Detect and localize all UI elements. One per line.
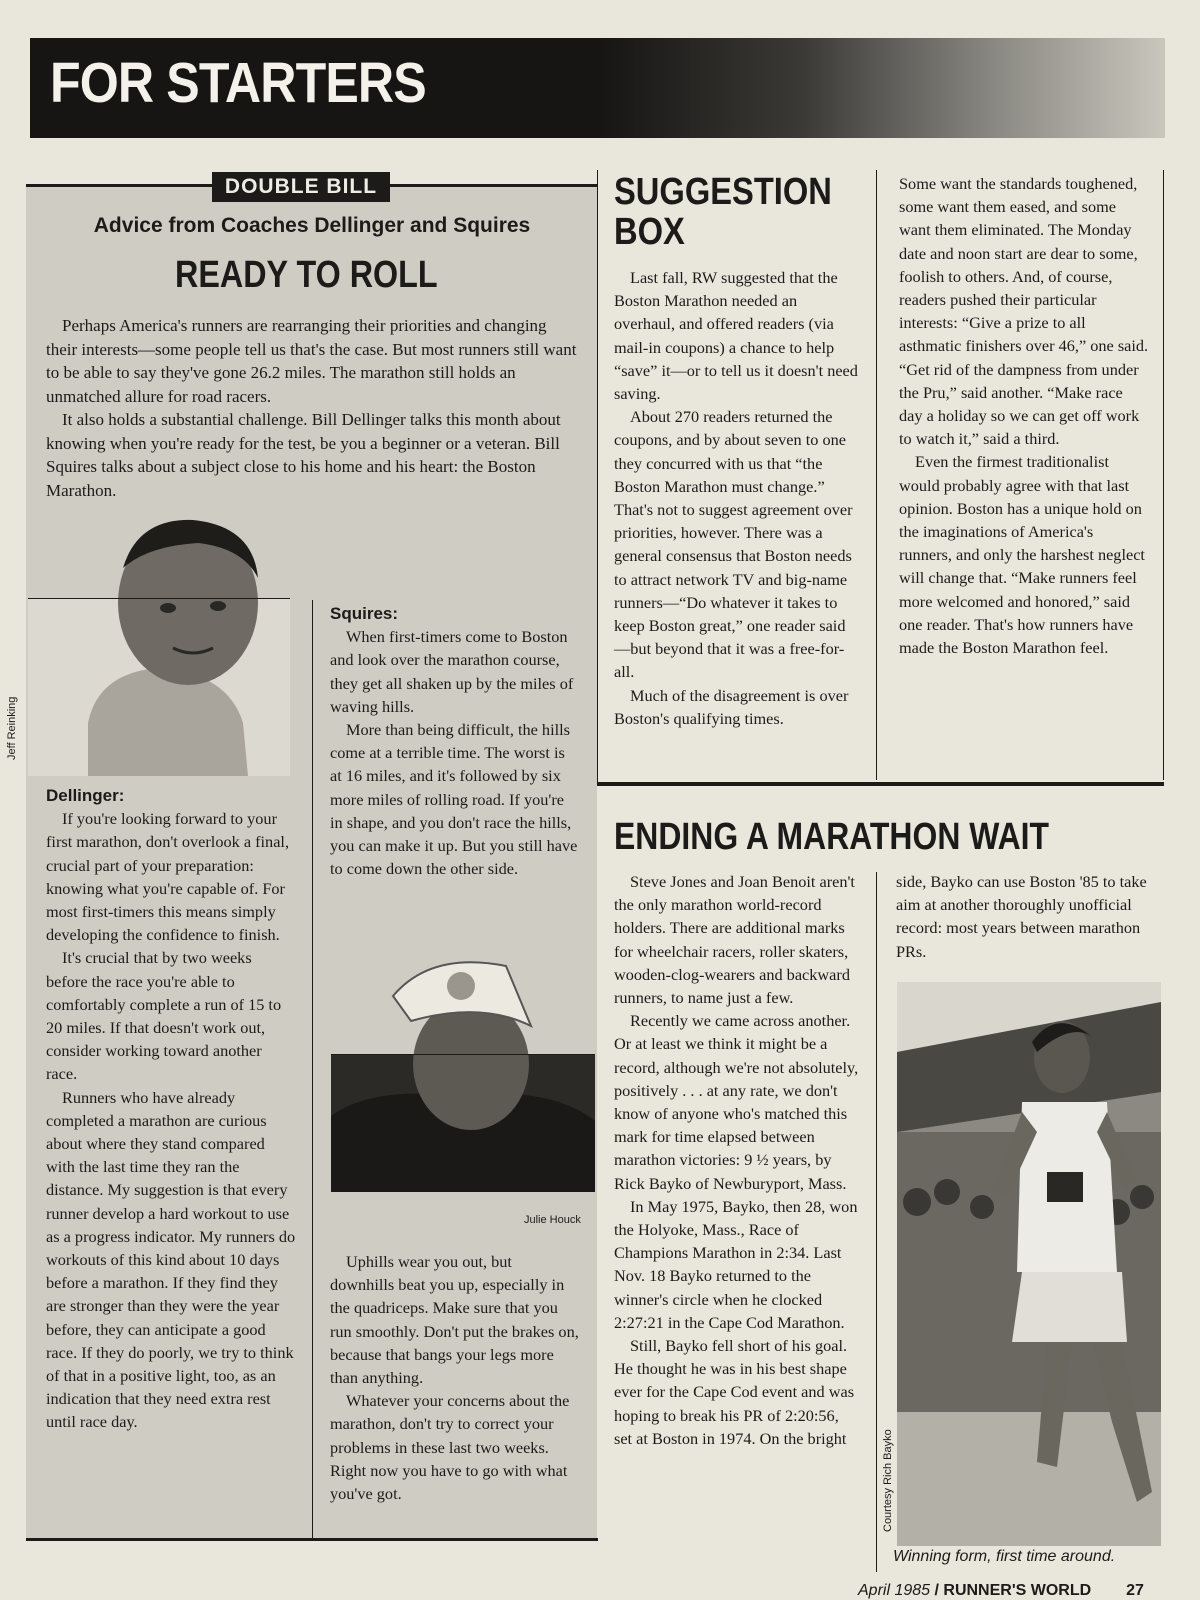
intro-paragraph: Perhaps America's runners are rearranging their priorities and changing their interests—some people tell us that's the case. But most runners still want to be able to say they've gone 26.2 miles. The marathon still holds an unmatched allure for road racers. xyxy=(46,316,577,406)
page-footer: April 1985 / RUNNER'S WORLD 27 xyxy=(858,1582,1144,1599)
squires-column-top xyxy=(330,602,580,880)
bayko-photo-credit: Courtesy Rich Bayko xyxy=(882,1429,894,1532)
footer-issue: April 1985 xyxy=(858,1582,931,1599)
ending-paragraph: In May 1975, Bayko, then 28, won the Holyoke, Mass., Race of Champions Marathon in 2:34. Last Nov. 18 Bayko returned to the winner's circle when he clocked 2:27:21 in the Cape Cod Marathon. xyxy=(614,1196,858,1332)
dellinger-paragraph: If you're looking forward to your first marathon, don't overlook a final, crucial part of your preparation: knowing what you're capable of. For most first-timers this means simply developing the confidence to finish. xyxy=(46,809,290,945)
suggestion-left-rule xyxy=(597,170,598,785)
squires-paragraph: When first-timers come to Boston and look over the marathon course, they get all shaken up by the miles of waving hills. xyxy=(330,627,574,716)
dellinger-paragraph: Runners who have already completed a marathon are curious about where they stand compared with the last time they ran the distance. My suggestion is that every runner develop a hard workout to use as a progress indicator. My runners do workouts of this kind about 10 days before a marathon. If they find they are stronger than they were the year before, they can anticipate a good race. If they do poorly, we try to think of that in a positive light, too, as an indication that they need extra rest until race day. xyxy=(46,1087,296,1432)
section-title: FOR STARTERS xyxy=(50,51,426,115)
ending-paragraph: Recently we came across another. Or at least we think it might be a record, although we're not absolutely, positively . . . at any rate, we don't know of anyone who's matched this mark for time elapsed between marathon victories: 9 ½ years, by Rick Bayko of Newburyport, Mass. xyxy=(614,1011,859,1193)
ending-paragraph: Steve Jones and Joan Benoit aren't the only marathon world-record holders. There are additional marks for wheelchair racers, roller skaters, wooden-clog-wearers and backward runners, to name just a few. xyxy=(614,872,855,1008)
suggestion-column-rule xyxy=(876,170,877,780)
suggestion-headline-line: BOX xyxy=(614,211,685,253)
dellinger-photo-credit: Jeff Reinking xyxy=(6,696,18,760)
squires-photo xyxy=(331,946,595,1192)
dellinger-photo xyxy=(28,508,290,776)
intro-paragraph: It also holds a substantial challenge. Bill Dellinger talks this month about knowing when you're ready for the test, be you a beginner or a veteran. Bill Squires talks about a subject close to his home and his heart: the Boston Marathon. xyxy=(46,410,561,500)
double-bill-tag: DOUBLE BILL xyxy=(212,172,390,202)
ending-paragraph: Still, Bayko fell short of his goal. He thought he was in his best shape ever for the Cape Cod event and was hoping to break his PR of 2:20:56, set at Boston in 1974. On the bright xyxy=(614,1336,855,1448)
squires-photo-credit: Julie Houck xyxy=(524,1214,581,1226)
bayko-photo-caption: Winning form, first time around. xyxy=(893,1548,1116,1565)
dellinger-paragraph: It's crucial that by two weeks before the race you're able to comfortably complete a run of 15 to 20 miles. If that doesn't work out, consider working toward another race. xyxy=(46,948,282,1084)
squires-label: Squires: xyxy=(330,604,399,623)
suggestion-right-rule xyxy=(1163,170,1164,780)
suggestion-paragraph: About 270 readers returned the coupons, and by about seven to one they concurred with us that “the Boston Marathon must change.” That's not to suggest agreement over priorities, however. There was a general consensus that Boston needs to attract network TV and big-name runners—“Do whatever it takes to keep Boston great,” one reader said—but beyond that it was a free-for-all. xyxy=(614,407,853,682)
bayko-photo xyxy=(897,982,1161,1546)
suggestion-headline-line: SUGGESTION xyxy=(614,171,832,213)
squires-paragraph: Uphills wear you out, but downhills beat you up, especially in the quadriceps. Make sure that you run smoothly. Don't put the brakes on, because that bangs your legs more than anything. xyxy=(330,1252,579,1388)
squires-photo-rule xyxy=(331,1054,595,1055)
suggestion-col2 xyxy=(899,172,1149,659)
double-bill-column-rule xyxy=(312,600,313,1540)
ending-headline: ENDING A MARATHON WAIT xyxy=(614,816,1050,858)
footer-magazine: RUNNER'S WORLD xyxy=(943,1582,1092,1599)
dellinger-label: Dellinger: xyxy=(46,786,125,805)
suggestion-paragraph: Even the firmest traditionalist would probably agree with that last opinion. Boston has a unique hold on the imaginations of America's runners, and only the harshest neglect will change that. “Make runners feel more welcomed and honored,” said one reader. That's how runners have made the Boston Marathon feel. xyxy=(899,452,1145,658)
page-number: 27 xyxy=(1126,1582,1144,1599)
squires-paragraph: More than being difficult, the hills come at a terrible time. The worst is at 16 miles, and it's followed by six more miles of rolling road. If you're in shape, and you don't race the hills, you can make it up. But you still have to come down the other side. xyxy=(330,720,578,879)
section-divider xyxy=(597,782,1164,786)
suggestion-paragraph: Last fall, RW suggested that the Boston Marathon needed an overhaul, and offered readers (via mail-in coupons) a chance to help “save” it—or to tell us it doesn't need saving. xyxy=(614,268,858,404)
double-bill-kicker: Advice from Coaches Dellinger and Squires xyxy=(93,214,531,237)
suggestion-paragraph: Much of the disagreement is over Boston's qualifying times. xyxy=(614,685,849,728)
suggestion-paragraph: Some want the standards toughened, some want them eased, and some want them eliminated. The Monday date and noon start are dear to some, foolish to others. And, of course, readers pushed their particular interests: “Give a prize to all asthmatic finishers over 46,” one said. “Get rid of the dampness from under the Pru,” said another. “Make race day a holiday so we can get off work to watch it,” said a third. xyxy=(899,174,1149,449)
ending-col2 xyxy=(896,870,1156,963)
ready-to-roll-headline: READY TO ROLL xyxy=(175,254,438,296)
ending-col1 xyxy=(614,870,859,1450)
suggestion-box-headline xyxy=(614,172,832,252)
dellinger-column xyxy=(46,784,296,1434)
dellinger-photo-rule xyxy=(28,598,290,599)
squires-paragraph: Whatever your concerns about the marathon, don't try to correct your problems in these last two weeks. Right now you have to go with what you've got. xyxy=(330,1391,570,1504)
suggestion-col1 xyxy=(614,266,859,730)
ending-column-rule xyxy=(876,872,877,1572)
squires-column-bottom xyxy=(330,1250,580,1505)
ending-paragraph: side, Bayko can use Boston '85 to take aim at another thoroughly unofficial record: most years between marathon PRs. xyxy=(896,872,1147,961)
double-bill-intro xyxy=(46,314,578,502)
